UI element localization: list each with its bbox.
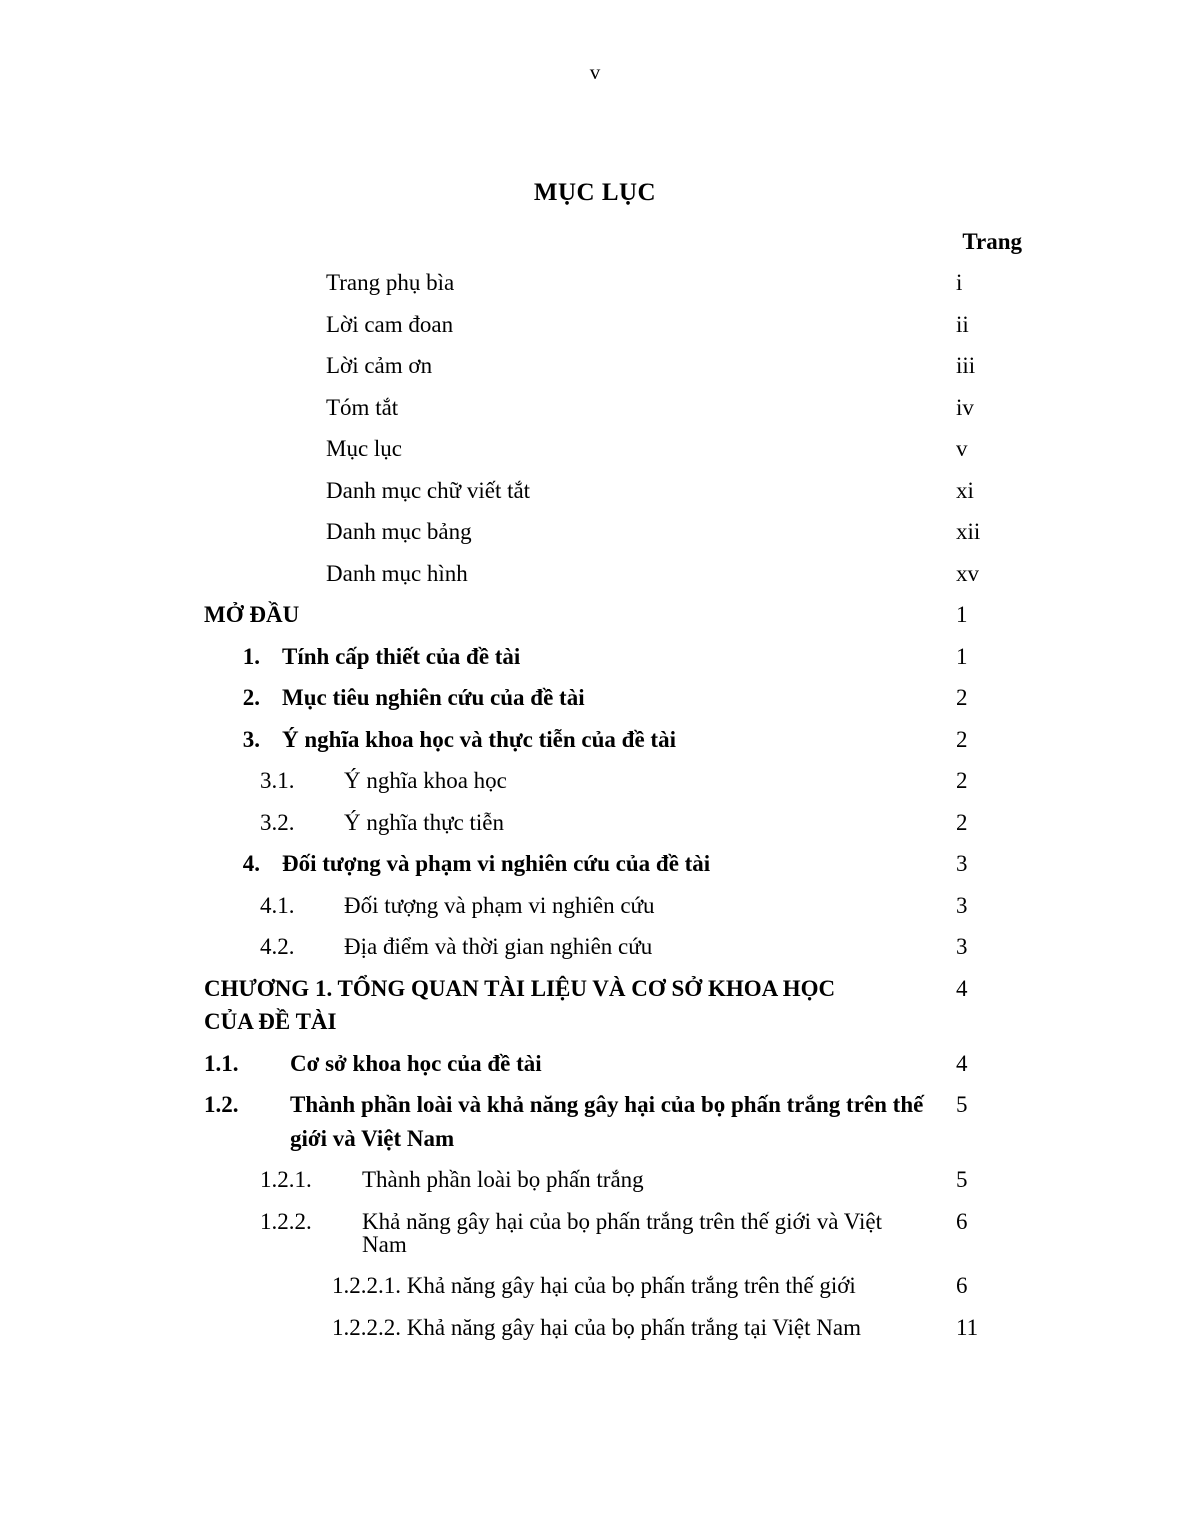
toc-entry-intro-heading[interactable] (148, 603, 1042, 626)
toc-entry[interactable] (148, 852, 1042, 875)
toc-entry-number: 1.2.1. (260, 1167, 312, 1192)
page-number: v (589, 60, 601, 84)
toc-entry-label: Địa điểm và thời gian nghiên cứu (344, 934, 653, 959)
toc-entry-page: xi (956, 477, 974, 503)
toc-entry-page: 2 (956, 726, 968, 752)
toc-entry-number: 4.1. (260, 892, 295, 918)
toc-entry-label: Danh mục hình (326, 560, 468, 586)
toc-entry-page: 11 (956, 1314, 979, 1340)
toc-entry[interactable] (148, 1168, 1042, 1191)
toc-entry-page: 4 (956, 975, 968, 1001)
toc-entry-page: 4 (956, 1050, 968, 1076)
toc-entry[interactable] (148, 437, 1042, 460)
toc-entry-label: Mục lục (326, 436, 403, 461)
toc-entry-page: v (956, 436, 968, 461)
toc-entry-label: Trang phụ bìa (326, 270, 455, 295)
toc-entry[interactable] (148, 562, 1042, 585)
page-title: MỤC LỤC (533, 179, 657, 206)
toc-entry[interactable] (148, 479, 1042, 502)
toc-entry-page: ii (956, 311, 969, 337)
toc-entry-number: 1.2. (204, 1092, 239, 1117)
toc-entry-page: xii (956, 519, 981, 544)
toc-entry-page: 3 (956, 851, 968, 876)
toc-entry-label: 1.2.2.1. Khả năng gây hại của bọ phấn trắng trên thế giới (332, 1273, 856, 1298)
table-of-contents (148, 271, 1042, 1339)
toc-entry-number: 3. (242, 726, 260, 752)
toc-entry[interactable] (148, 935, 1042, 958)
toc-entry-page: 2 (956, 768, 968, 793)
toc-entry-label: Thành phần loài và khả năng gây hại của bọ phấn trắng trên thế (290, 1092, 924, 1117)
toc-entry-chapter-heading[interactable] (148, 977, 1042, 1000)
toc-entry[interactable] (148, 894, 1042, 917)
toc-entry[interactable] (148, 769, 1042, 792)
toc-entry-label: Khả năng gây hại của bọ phấn trắng trên thế giới và Việt Nam (362, 1208, 883, 1257)
toc-entry-label: Danh mục bảng (326, 519, 472, 544)
toc-entry-wrap-line: giới và Việt Nam (290, 1125, 455, 1151)
toc-entry-page: 2 (956, 809, 968, 835)
toc-entry-chapter-heading-line2: CỦA ĐỀ TÀI (204, 1009, 337, 1034)
toc-entry-page: 3 (956, 934, 968, 959)
toc-entry-page: 3 (956, 892, 968, 918)
toc-entry-number: 1.2.2. (260, 1208, 312, 1234)
toc-entry-number: 2. (242, 685, 260, 710)
toc-entry-page: 6 (956, 1208, 968, 1234)
toc-entry-label: Tính cấp thiết của đề tài (282, 643, 521, 669)
toc-entry-label: Mục tiêu nghiên cứu của đề tài (282, 685, 585, 710)
toc-entry-page: 2 (956, 685, 968, 710)
toc-entry-page: 1 (956, 602, 968, 627)
toc-entry-label: Ý nghĩa khoa học và thực tiễn của đề tài (282, 726, 676, 752)
toc-entry-label: Danh mục chữ viết tắt (326, 477, 531, 503)
toc-entry-page: 5 (956, 1167, 968, 1192)
toc-entry[interactable] (148, 1052, 1042, 1075)
toc-entry[interactable] (148, 313, 1042, 336)
toc-entry[interactable] (148, 1274, 1042, 1297)
toc-entry-label: Cơ sở khoa học của đề tài (290, 1050, 542, 1076)
toc-entry[interactable] (148, 728, 1042, 751)
toc-entry-label: Thành phần loài bọ phấn trắng (362, 1167, 644, 1192)
toc-entry[interactable] (148, 645, 1042, 668)
page-column-header: Trang (962, 229, 1022, 254)
toc-entry-label: Lời cảm ơn (326, 353, 433, 378)
toc-entry-number: 4. (242, 851, 260, 876)
toc-entry-label: 1.2.2.2. Khả năng gây hại của bọ phấn trắng tại Việt Nam (332, 1314, 861, 1340)
toc-entry-label: MỞ ĐẦU (204, 602, 300, 627)
toc-entry-label: Lời cam đoan (326, 311, 454, 337)
toc-entry-page: iv (956, 394, 974, 420)
toc-entry-label: Đối tượng và phạm vi nghiên cứu của đề tài (282, 851, 711, 876)
toc-entry-page: 6 (956, 1273, 968, 1298)
toc-entry-page: i (956, 270, 963, 295)
toc-entry-number: 1.1. (204, 1050, 239, 1076)
toc-entry-page: iii (956, 353, 976, 378)
toc-entry[interactable] (148, 811, 1042, 834)
toc-entry[interactable] (148, 520, 1042, 543)
toc-entry-number: 3.2. (260, 809, 295, 835)
toc-entry-number: 3.1. (260, 768, 295, 793)
toc-entry-page: 5 (956, 1092, 968, 1117)
toc-entry[interactable] (148, 354, 1042, 377)
toc-entry[interactable] (148, 396, 1042, 419)
toc-entry-label: Ý nghĩa thực tiễn (344, 809, 505, 835)
toc-entry-page: xv (956, 560, 979, 586)
toc-entry[interactable] (148, 686, 1042, 709)
toc-entry-page: 1 (956, 643, 968, 669)
toc-entry[interactable] (148, 1093, 1042, 1116)
toc-entry[interactable] (148, 1316, 1042, 1339)
toc-entry[interactable] (148, 1210, 1042, 1256)
toc-entry[interactable] (148, 271, 1042, 294)
toc-entry-label: CHƯƠNG 1. TỔNG QUAN TÀI LIỆU VÀ CƠ SỞ KHOA HỌC (204, 975, 836, 1001)
toc-entry-number: 1. (242, 643, 260, 669)
toc-entry-label: Ý nghĩa khoa học (344, 768, 507, 793)
toc-entry-label: Đối tượng và phạm vi nghiên cứu (344, 892, 655, 918)
toc-entry-label: Tóm tắt (326, 394, 399, 420)
toc-entry-number: 4.2. (260, 934, 295, 959)
